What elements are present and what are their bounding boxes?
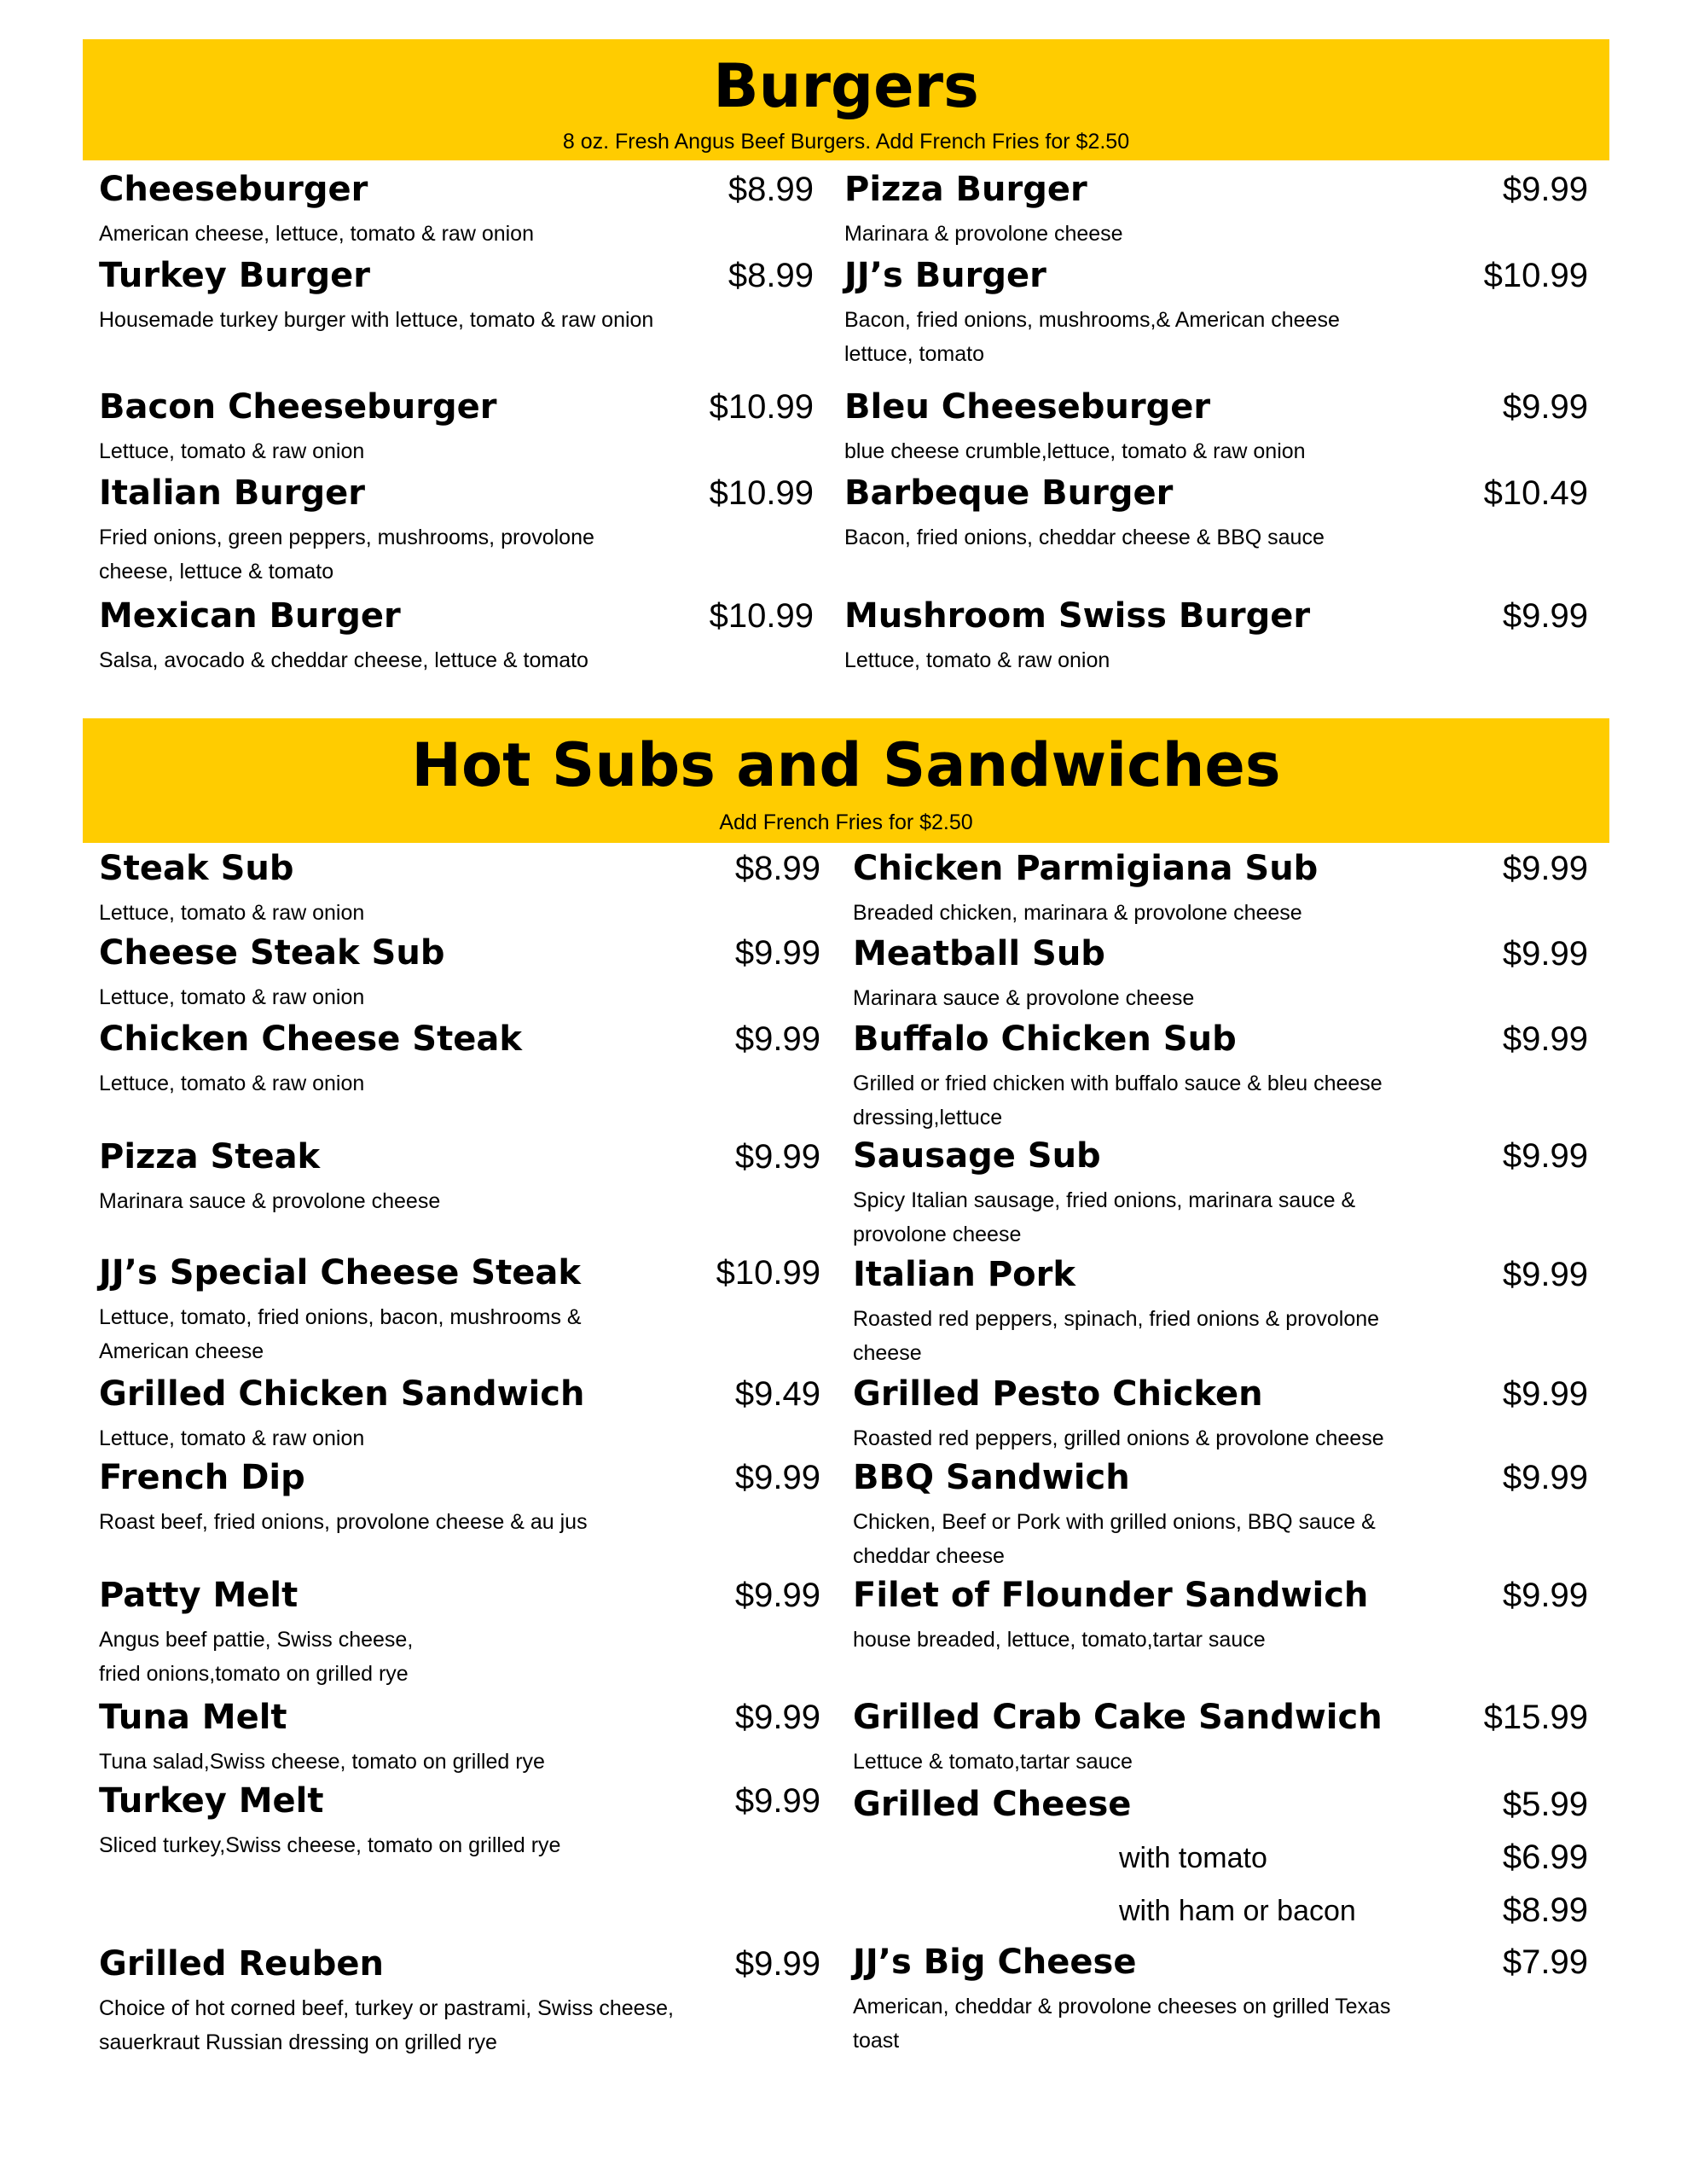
item-price: $9.99: [1502, 1020, 1588, 1058]
item-description: Roasted red peppers, grilled onions & provolone cheese: [853, 1426, 1384, 1450]
item-name: BBQ Sandwich: [853, 1458, 1130, 1497]
item-name: JJ’s Burger: [844, 256, 1046, 295]
item-description: Lettuce, tomato & raw onion: [99, 1072, 365, 1095]
item-description: Breaded chicken, marinara & provolone cheese: [853, 901, 1302, 925]
option-price: $8.99: [1502, 1891, 1588, 1929]
item-description: Chicken, Beef or Pork with grilled onions, BBQ sauce & cheddar cheese: [853, 1510, 1376, 1568]
item-price: $9.99: [1502, 1577, 1588, 1614]
item-price: $15.99: [1483, 1699, 1588, 1736]
option-label: with tomato: [1119, 1842, 1267, 1874]
item-price: $9.99: [734, 1577, 820, 1614]
item-name: French Dip: [99, 1458, 305, 1497]
item-name: Buffalo Chicken Sub: [853, 1019, 1237, 1059]
item-price: $9.99: [1502, 388, 1588, 426]
item-price: $9.99: [734, 1138, 820, 1176]
section-subtitle-burgers: 8 oz. Fresh Angus Beef Burgers. Add French Fries for $2.50: [562, 130, 1130, 154]
item-name: Bacon Cheeseburger: [99, 387, 497, 427]
item-name: Mushroom Swiss Burger: [844, 596, 1311, 636]
item-price: $8.99: [728, 257, 814, 294]
item-name: Barbeque Burger: [844, 473, 1174, 513]
item-price: $9.99: [1502, 1459, 1588, 1496]
option-label: with ham or bacon: [1119, 1895, 1356, 1927]
item-name: Grilled Reuben: [99, 1944, 385, 1984]
item-price: $9.99: [734, 1945, 820, 1983]
item-description: Bacon, fried onions, cheddar cheese & BBQ sauce: [844, 526, 1325, 549]
item-description: American, cheddar & provolone cheeses on grilled Texas toast: [853, 1995, 1391, 2053]
item-description: Marinara & provolone cheese: [844, 222, 1123, 246]
item-price: $9.49: [734, 1375, 820, 1413]
item-name: Chicken Parmigiana Sub: [853, 849, 1319, 888]
item-description: Roasted red peppers, spinach, fried onions & provolone cheese: [853, 1307, 1380, 1365]
item-price: $9.99: [1502, 1137, 1588, 1175]
item-description: house breaded, lettuce, tomato,tartar sauce: [853, 1628, 1266, 1652]
item-description: Tuna salad,Swiss cheese, tomato on grilled rye: [99, 1750, 545, 1774]
item-description: Lettuce, tomato & raw onion: [99, 901, 365, 925]
grilled-cheese-option-tomato: [853, 1840, 1588, 1878]
item-description: Housemade turkey burger with lettuce, tomato & raw onion: [99, 308, 654, 332]
item-price: $10.99: [709, 474, 814, 512]
item-name: JJ’s Special Cheese Steak: [99, 1253, 581, 1292]
item-name: Cheeseburger: [99, 170, 368, 209]
item-description: Angus beef pattie, Swiss cheese, fried onions,tomato on grilled rye: [99, 1628, 414, 1686]
item-price: $9.99: [1502, 935, 1588, 973]
item-description: Lettuce, tomato & raw onion: [99, 1426, 365, 1450]
item-price: $9.99: [734, 1459, 820, 1496]
item-name: Italian Pork: [853, 1255, 1075, 1294]
item-price: $9.99: [1502, 1375, 1588, 1413]
item-name: Bleu Cheeseburger: [844, 387, 1211, 427]
item-name: Chicken Cheese Steak: [99, 1019, 522, 1059]
item-name: Mexican Burger: [99, 596, 401, 636]
item-price: $10.99: [716, 1254, 820, 1292]
item-price: $9.99: [1502, 171, 1588, 208]
item-description: Lettuce & tomato,tartar sauce: [853, 1750, 1133, 1774]
section-title-burgers: Burgers: [713, 51, 979, 121]
item-name: Cheese Steak Sub: [99, 933, 445, 973]
item-price: $5.99: [1502, 1786, 1588, 1823]
item-price: $10.49: [1483, 474, 1588, 512]
section-title-subs: Hot Subs and Sandwiches: [411, 730, 1281, 800]
section-subtitle-subs: Add French Fries for $2.50: [719, 810, 973, 834]
item-price: $8.99: [728, 171, 814, 208]
item-description: Lettuce, tomato & raw onion: [99, 439, 365, 463]
item-description: Lettuce, tomato, fried onions, bacon, mushrooms & American cheese: [99, 1305, 582, 1363]
item-name: JJ’s Big Cheese: [853, 1943, 1137, 1982]
item-name: Pizza Steak: [99, 1137, 321, 1176]
item-description: Spicy Italian sausage, fried onions, marinara sauce & provolone cheese: [853, 1188, 1356, 1246]
item-description: Fried onions, green peppers, mushrooms, provolone cheese, lettuce & tomato: [99, 526, 594, 584]
item-name: Filet of Flounder Sandwich: [853, 1576, 1369, 1615]
item-name: Tuna Melt: [99, 1698, 287, 1737]
item-price: $7.99: [1502, 1943, 1588, 1981]
item-name: Turkey Melt: [99, 1781, 324, 1821]
item-price: $9.99: [734, 1782, 820, 1820]
item-price: $9.99: [734, 1699, 820, 1736]
item-name: Patty Melt: [99, 1576, 299, 1615]
item-price: $10.99: [709, 597, 814, 635]
item-price: $9.99: [1502, 1256, 1588, 1293]
item-name: Turkey Burger: [99, 256, 370, 295]
item-name: Grilled Pesto Chicken: [853, 1374, 1263, 1414]
item-price: $10.99: [1483, 257, 1588, 294]
item-name: Grilled Crab Cake Sandwich: [853, 1698, 1383, 1737]
item-description: Choice of hot corned beef, turkey or pastrami, Swiss cheese, sauerkraut Russian dressing on grilled rye: [99, 1996, 674, 2054]
grilled-cheese-option-ham-bacon: [853, 1893, 1588, 1931]
item-price: $9.99: [734, 1020, 820, 1058]
item-price: $9.99: [734, 934, 820, 972]
item-name: Grilled Cheese: [853, 1785, 1132, 1824]
item-name: Sausage Sub: [853, 1136, 1101, 1176]
item-description: American cheese, lettuce, tomato & raw onion: [99, 222, 534, 246]
item-description: blue cheese crumble,lettuce, tomato & raw onion: [844, 439, 1306, 463]
item-description: Grilled or fried chicken with buffalo sauce & bleu cheese dressing,lettuce: [853, 1072, 1383, 1130]
item-description: Lettuce, tomato & raw onion: [844, 648, 1110, 672]
item-price: $8.99: [734, 850, 820, 887]
item-name: Pizza Burger: [844, 170, 1087, 209]
item-description: Sliced turkey,Swiss cheese, tomato on grilled rye: [99, 1833, 561, 1857]
item-description: Marinara sauce & provolone cheese: [853, 986, 1195, 1010]
item-price: $9.99: [1502, 597, 1588, 635]
item-name: Steak Sub: [99, 849, 294, 888]
option-price: $6.99: [1502, 1838, 1588, 1876]
item-description: Salsa, avocado & cheddar cheese, lettuce & tomato: [99, 648, 588, 672]
item-description: Lettuce, tomato & raw onion: [99, 985, 365, 1009]
burgers-header: [83, 39, 1609, 160]
item-name: Meatball Sub: [853, 934, 1105, 973]
item-price: $10.99: [709, 388, 814, 426]
item-price: $9.99: [1502, 850, 1588, 887]
item-name: Grilled Chicken Sandwich: [99, 1374, 585, 1414]
item-description: Marinara sauce & provolone cheese: [99, 1189, 441, 1213]
item-description: Roast beef, fried onions, provolone cheese & au jus: [99, 1510, 588, 1534]
item-name: Italian Burger: [99, 473, 365, 513]
subs-header: [83, 718, 1609, 843]
item-description: Bacon, fried onions, mushrooms,& American cheese lettuce, tomato: [844, 308, 1340, 366]
